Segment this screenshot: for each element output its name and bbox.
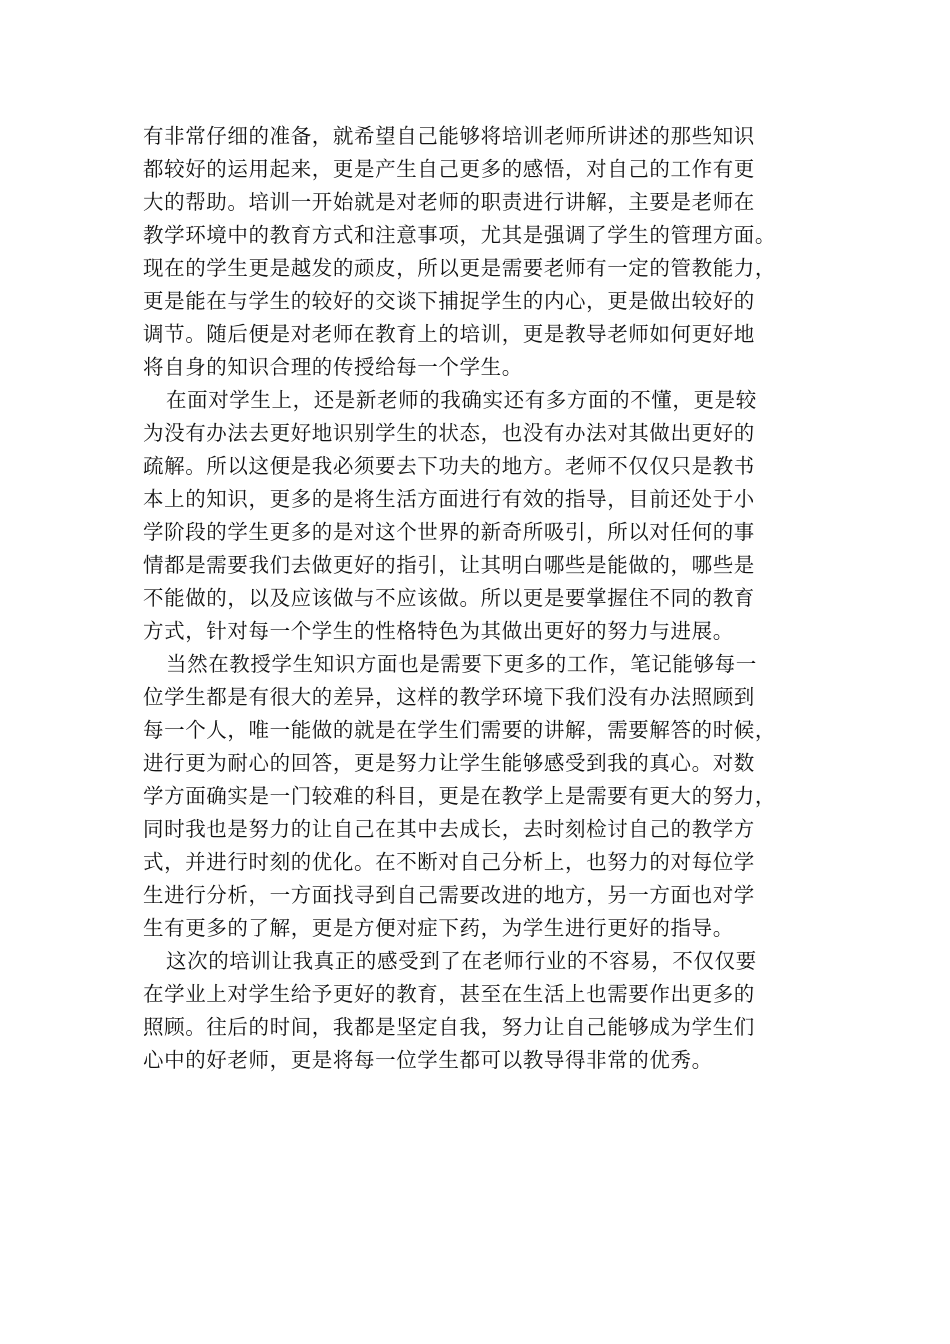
text-line: 疏解。所以这便是我必须要去下功夫的地方。老师不仅仅只是教书 xyxy=(143,454,755,478)
paragraph-4 xyxy=(143,945,820,1077)
text-line: 每一个人，唯一能做的就是在学生们需要的讲解，需要解答的时候， xyxy=(143,718,776,742)
text-line: 位学生都是有很大的差异，这样的教学环境下我们没有办法照顾到 xyxy=(143,685,755,709)
text-line: 生有更多的了解，更是方便对症下药，为学生进行更好的指导。 xyxy=(143,916,734,940)
paragraph-1 xyxy=(143,120,820,384)
text-line: 式，并进行时刻的优化。在不断对自己分析上，也努力的对每位学 xyxy=(143,850,755,874)
text-line: 大的帮助。培训一开始就是对老师的职责进行讲解，主要是老师在 xyxy=(143,190,755,214)
document-body xyxy=(143,120,820,1077)
text-line: 教学环境中的教育方式和注意事项，尤其是强调了学生的管理方面。 xyxy=(143,223,776,247)
paragraph-2 xyxy=(143,384,820,648)
text-line: 进行更为耐心的回答，更是努力让学生能够感受到我的真心。对数 xyxy=(143,751,755,775)
text-line: 不能做的，以及应该做与不应该做。所以更是要掌握住不同的教育 xyxy=(143,586,755,610)
text-line: 情都是需要我们去做更好的指引，让其明白哪些是能做的，哪些是 xyxy=(143,553,755,577)
text-line: 照顾。往后的时间，我都是坚定自我，努力让自己能够成为学生们 xyxy=(143,1015,755,1039)
text-line: 在面对学生上，还是新老师的我确实还有多方面的不懂，更是较 xyxy=(166,388,757,412)
text-line: 生进行分析，一方面找寻到自己需要改进的地方，另一方面也对学 xyxy=(143,883,755,907)
text-line: 都较好的运用起来，更是产生自己更多的感悟，对自己的工作有更 xyxy=(143,157,755,181)
text-line: 将自身的知识合理的传授给每一个学生。 xyxy=(143,355,523,379)
text-line: 本上的知识，更多的是将生活方面进行有效的指导，目前还处于小 xyxy=(143,487,755,511)
text-line: 心中的好老师，更是将每一位学生都可以教导得非常的优秀。 xyxy=(143,1048,713,1072)
text-line: 这次的培训让我真正的感受到了在老师行业的不容易，不仅仅要 xyxy=(166,949,757,973)
text-line: 同时我也是努力的让自己在其中去成长，去时刻检讨自己的教学方 xyxy=(143,817,755,841)
text-line: 在学业上对学生给予更好的教育，甚至在生活上也需要作出更多的 xyxy=(143,982,755,1006)
text-line: 有非常仔细的准备，就希望自己能够将培训老师所讲述的那些知识 xyxy=(143,124,755,148)
text-line: 为没有办法去更好地识别学生的状态，也没有办法对其做出更好的 xyxy=(143,421,755,445)
text-line: 方式，针对每一个学生的性格特色为其做出更好的努力与进展。 xyxy=(143,619,734,643)
text-line: 学阶段的学生更多的是对这个世界的新奇所吸引，所以对任何的事 xyxy=(143,520,755,544)
text-line: 学方面确实是一门较难的科目，更是在教学上是需要有更大的努力， xyxy=(143,784,776,808)
text-line: 更是能在与学生的较好的交谈下捕捉学生的内心，更是做出较好的 xyxy=(143,289,755,313)
paragraph-3 xyxy=(143,648,820,945)
text-line: 调节。随后便是对老师在教育上的培训，更是教导老师如何更好地 xyxy=(143,322,755,346)
text-line: 当然在教授学生知识方面也是需要下更多的工作，笔记能够每一 xyxy=(166,652,757,676)
text-line: 现在的学生更是越发的顽皮，所以更是需要老师有一定的管教能力， xyxy=(143,256,776,280)
